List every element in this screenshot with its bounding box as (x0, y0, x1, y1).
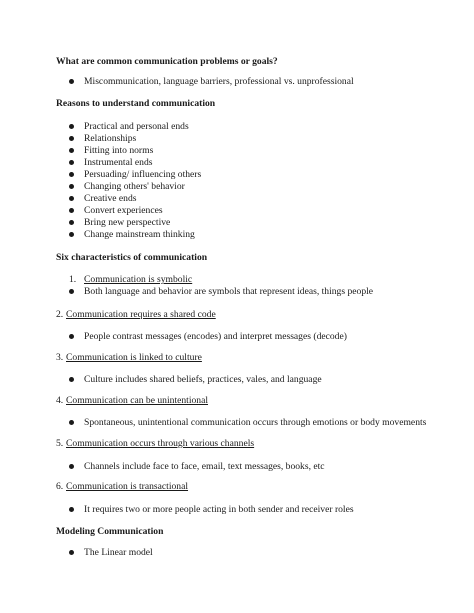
list-item: Miscommunication, language barriers, professional vs. unprofessional (84, 76, 354, 87)
numbered-item-title: Communication occurs through various channels (66, 438, 255, 449)
numbered-item-number: 2. (56, 309, 64, 320)
bullet-icon (69, 136, 74, 141)
bullet-icon (69, 232, 74, 237)
list-item: Changing others' behavior (84, 181, 185, 192)
section-heading-characteristics: Six characteristics of communication (56, 252, 208, 263)
list-item: Bring new perspective (84, 217, 171, 228)
numbered-item-title: Communication can be unintentional (66, 395, 209, 406)
list-item: Relationships (84, 133, 137, 144)
numbered-item-title: Communication requires a shared code (66, 309, 216, 320)
numbered-item-title: Communication is linked to culture (66, 352, 202, 363)
bullet-icon (69, 196, 74, 201)
list-item: People contrast messages (encodes) and interpret messages (decode) (84, 331, 347, 342)
list-item: The Linear model (84, 547, 153, 558)
bullet-icon (69, 377, 74, 382)
section-heading-modeling: Modeling Communication (56, 526, 164, 537)
list-item: Persuading/ influencing others (84, 169, 202, 180)
numbered-item-number: 1. (69, 274, 77, 285)
list-item: It requires two or more people acting in both sender and receiver roles (84, 504, 354, 515)
numbered-item-title: Communication is symbolic (84, 274, 193, 285)
list-item: Both language and behavior are symbols that represent ideas, things people (84, 286, 374, 297)
numbered-item-number: 4. (56, 395, 64, 406)
bullet-icon (69, 289, 74, 294)
list-item: Spontaneous, unintentional communication occurs through emotions or body movements (84, 417, 427, 428)
bullet-icon (69, 220, 74, 225)
bullet-icon (69, 507, 74, 512)
list-item: Creative ends (84, 193, 137, 204)
bullet-icon (69, 464, 74, 469)
section-heading-goals: What are common communication problems or goals? (56, 56, 278, 67)
list-item: Practical and personal ends (84, 121, 189, 132)
bullet-icon (69, 208, 74, 213)
bullet-icon (69, 172, 74, 177)
list-item: Change mainstream thinking (84, 229, 195, 240)
bullet-icon (69, 334, 74, 339)
numbered-item-title: Communication is transactional (66, 481, 189, 492)
list-item: Convert experiences (84, 205, 163, 216)
bullet-icon (69, 160, 74, 165)
bullet-icon (69, 148, 74, 153)
section-heading-reasons: Reasons to understand communication (56, 98, 216, 109)
numbered-item-number: 3. (56, 352, 64, 363)
bullet-icon (69, 79, 74, 84)
numbered-item-number: 5. (56, 438, 64, 449)
bullet-icon (69, 420, 74, 425)
bullet-icon (69, 550, 74, 555)
list-item: Culture includes shared beliefs, practices, vales, and language (84, 374, 322, 385)
list-item: Instrumental ends (84, 157, 153, 168)
list-item: Fitting into norms (84, 145, 154, 156)
bullet-icon (69, 124, 74, 129)
numbered-item-number: 6. (56, 481, 64, 492)
list-item: Channels include face to face, email, text messages, books, etc (84, 461, 325, 472)
bullet-icon (69, 184, 74, 189)
